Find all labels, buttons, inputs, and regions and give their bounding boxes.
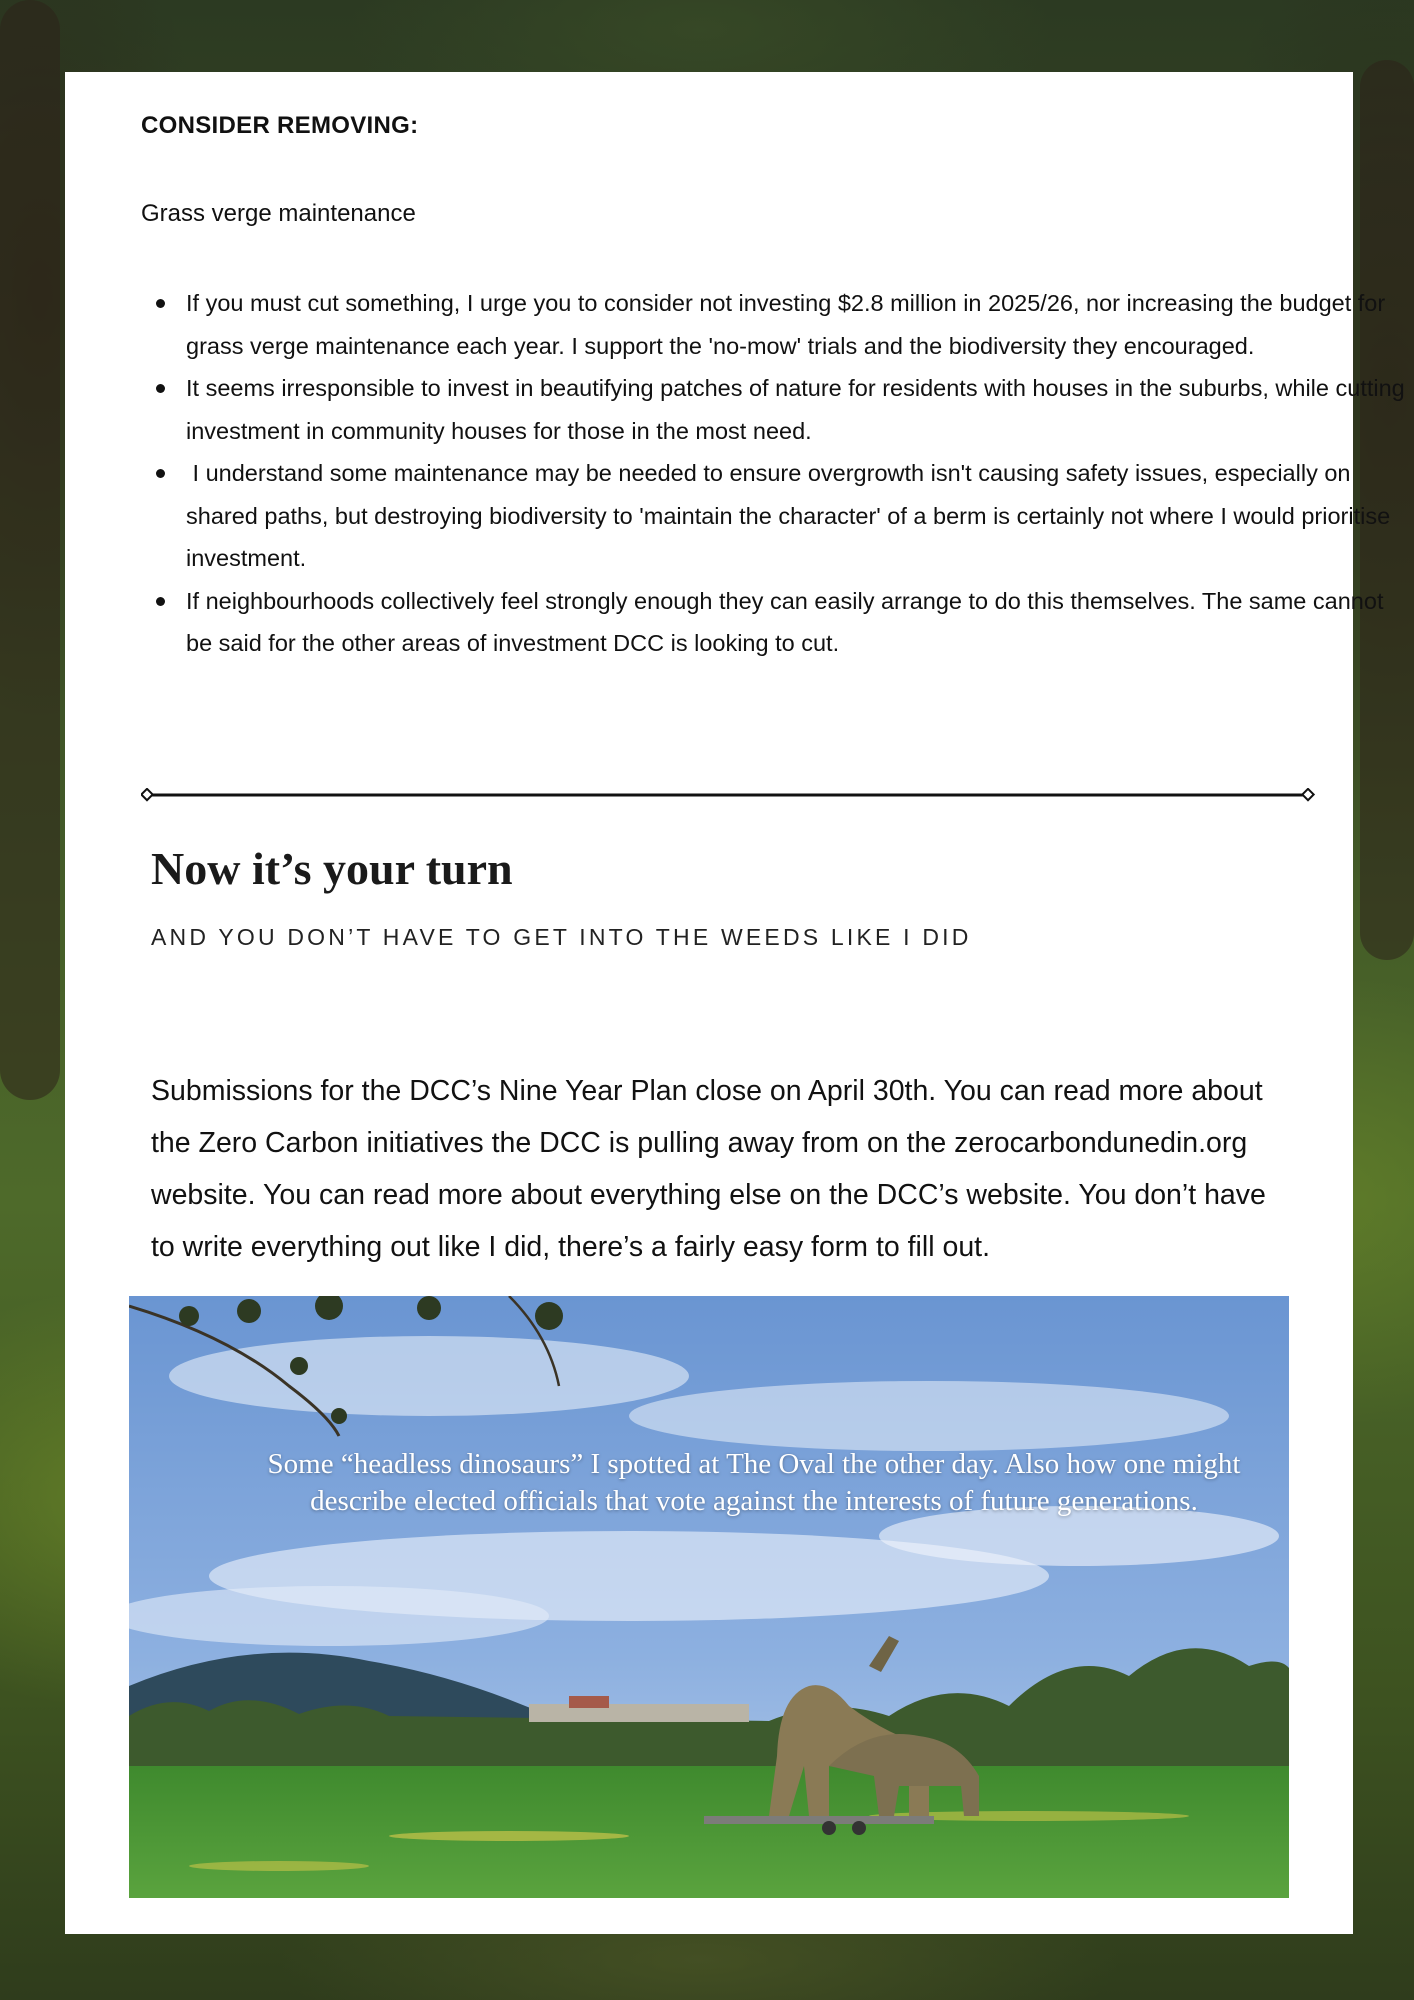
photo-caption: Some “headless dinosaurs” I spotted at The Oval the other day. Also how one might describe elected officials that vote against the interests of future generations.	[267, 1448, 1241, 1517]
photo-illustration	[129, 1296, 1289, 1898]
section-label: CONSIDER REMOVING:	[141, 112, 419, 139]
dinosaur-sculpture-photo	[129, 1296, 1289, 1898]
list-item: If neighbourhoods collectively feel strongly enough they can easily arrange to do this themselves. The same cannot be said for the other areas of investment DCC is looking to cut.	[186, 580, 1406, 665]
section-kicker: AND YOU DON’T HAVE TO GET INTO THE WEEDS LIKE I DID	[151, 924, 972, 950]
document-page	[65, 72, 1405, 1934]
body-paragraph: Submissions for the DCC’s Nine Year Plan close on April 30th. You can read more about the Zero Carbon initiatives the DCC is pulling away from on the zerocarbondunedin.org website. You can read more about everything else on the DCC’s website. You don’t have to write everything out like I did, there’s a fairly easy form to fill out.	[151, 1075, 1266, 1263]
background-tree-trunk	[0, 0, 60, 1100]
section-divider	[141, 788, 1316, 802]
list-item: I understand some maintenance may be needed to ensure overgrowth isn't causing safety issues, especially on shared paths, but destroying biodiversity to 'maintain the character' of a berm is certainly not where I would prioritise investment.	[186, 452, 1406, 580]
list-item: If you must cut something, I urge you to consider not investing $2.8 million in 2025/26, nor increasing the budget for grass verge maintenance each year. I support the 'no-mow' trials and the biodiversity they encouraged.	[186, 282, 1406, 367]
topic-title: Grass verge maintenance	[141, 200, 416, 227]
list-item: It seems irresponsible to invest in beautifying patches of nature for residents with houses in the suburbs, while cutting investment in community houses for those in the most need.	[186, 367, 1406, 452]
bullet-list	[141, 282, 1406, 665]
section-heading: Now it’s your turn	[151, 843, 513, 894]
